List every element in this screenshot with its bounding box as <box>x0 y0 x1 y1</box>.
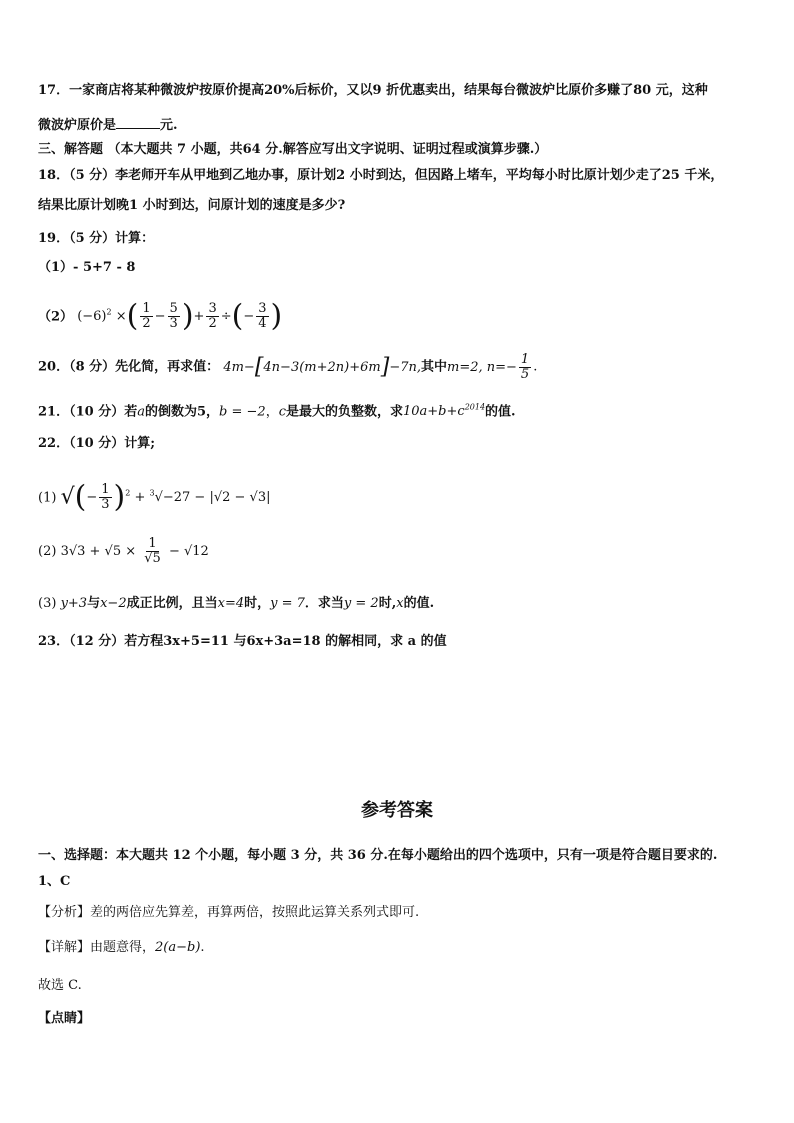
q17-line2-end: 元. <box>160 118 178 133</box>
q17-line1: 17．一家商店将某种微波炉按原价提高20%后标价，又以9 折优惠卖出，结果每台微波炉比原价多赚了80 元，这种 <box>38 83 708 98</box>
q21 <box>38 398 516 422</box>
answer-title: 参考答案 <box>361 800 433 821</box>
answer-note: 【点睛】 <box>38 1011 91 1026</box>
q21-part-a: 21．（10 分）若 <box>38 404 138 420</box>
q22-p3-a: 与 <box>87 596 101 611</box>
q22-p3-c: 时， <box>244 596 271 611</box>
answer-analysis: 【分析】差的两倍应先算差，再算两倍，按照此运算关系列式即可. <box>38 905 420 920</box>
q22-part2 <box>38 532 209 572</box>
q22-p3-expr1: y+3 <box>60 596 88 611</box>
answer-1: 1、C <box>38 874 71 889</box>
q22-p3-expr3: x=4 <box>217 596 245 611</box>
answer-detail-expr: 2(a−b) <box>155 940 201 955</box>
q18-line1: 18．（5 分）李老师开车从甲地到乙地办事，原计划2 小时到达，但因路上堵车，平均每小时比原计划少走了25 千米， <box>38 168 724 183</box>
answers-section1: 一、选择题：本大题共 12 个小题，每小题 3 分，共 36 分.在每小题给出的四个选项中，只有一项是符合题目要求的. <box>38 848 718 863</box>
answer-detail-end: . <box>200 940 205 955</box>
q22-p3-expr2: x−2 <box>100 596 127 611</box>
q22-p3-d: ．求当 <box>304 596 344 611</box>
answer-choose: 故选 C. <box>38 978 82 993</box>
q20 <box>38 352 537 383</box>
q17-blank <box>116 114 160 129</box>
q21-part-c: ， <box>265 404 279 420</box>
q17-line2 <box>38 114 178 136</box>
section3-heading: 三、解答题 （本大题共 7 小题，共64 分.解答应写出文字说明、证明过程或演算步骤.） <box>38 142 548 157</box>
q21-part-e: 的值. <box>485 404 516 420</box>
answer-detail-text: 【详解】由题意得， <box>38 940 156 955</box>
q22-p3-var-x: x <box>396 596 404 611</box>
q19-part2-label: （2） <box>38 309 74 325</box>
q21-part-b: 的倒数为5， <box>144 404 220 420</box>
q22-part3-label: (3) <box>38 596 57 611</box>
q22-heading: 22．（10 分）计算; <box>38 436 156 451</box>
q22-part3 <box>38 594 434 614</box>
q22-part2-expr: 3√3 + √5 × $\frac{1}{√5}$ − √12 <box>60 536 209 566</box>
q22-p3-e: 时, <box>378 596 397 611</box>
q22-part1 <box>38 472 270 520</box>
q23: 23．（12 分）若方程3x+5=11 与6x+3a=18 的解相同，求 a 的值 <box>38 634 447 649</box>
q18-line2: 结果比原计划晚1 小时到达，问原计划的速度是多少? <box>38 198 346 213</box>
q20-values: m=2, n=− $\frac{1}{5}$ <box>447 351 530 382</box>
q19-heading: 19．（5 分）计算： <box>38 231 155 246</box>
q19-part2 <box>38 293 282 337</box>
q21-part-d: 是最大的负整数，求 <box>285 404 403 420</box>
q20-expression: 4m−[4n−3(m+2n)+6m]−7n, <box>223 354 421 379</box>
q22-part1-expr: √(− $\frac{1}{3}$ )$^2$ + $^3$√−27 − |√2 − √3| <box>60 479 271 515</box>
q21-var-c: c <box>278 404 286 420</box>
q22-p3-b: 成正比例，且当 <box>126 596 218 611</box>
q17-line2-text: 微波炉原价是 <box>38 118 117 133</box>
q20-heading: 20．（8 分）先化简，再求值： <box>38 359 220 375</box>
q19-part2-expr: $(-6)^2$ ×( $\frac{1}{2}$ − $\frac{5}{3}$ )+ $\frac{3}{2}$ ÷(− $\frac{3}{4}$ ) <box>77 298 283 334</box>
q21-b-value: b = −2 <box>219 404 266 420</box>
q20-where: 其中 <box>420 359 447 375</box>
q22-p3-expr4: y = 7 <box>270 596 305 611</box>
q22-p3-expr5: y = 2 <box>343 596 379 611</box>
q20-end: . <box>533 359 538 375</box>
q19-part1: （1）- 5+7 - 8 <box>38 260 136 275</box>
answer-detail <box>38 938 205 958</box>
q22-p3-f: 的值. <box>403 596 435 611</box>
q21-var-a: a <box>137 404 145 420</box>
q22-part1-label: (1) <box>38 490 57 506</box>
q22-part2-label: (2) <box>38 544 57 559</box>
q21-target-expr: $10a+b+c^{2014}$ <box>403 403 486 420</box>
